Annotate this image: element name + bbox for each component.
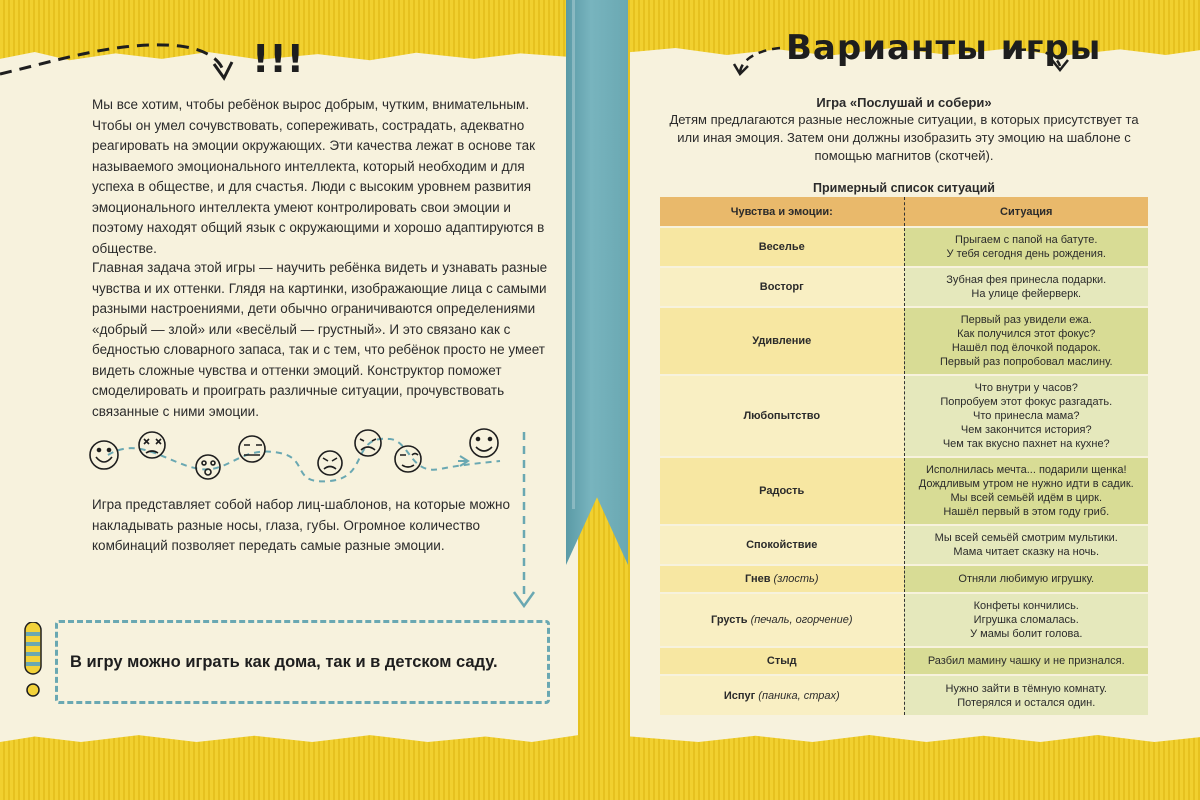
situation-line: Зубная фея принесла подарки. [946, 274, 1107, 286]
situation-line: Чем так вкусно пахнет на кухне? [942, 438, 1110, 450]
dashed-arrow-decoration [0, 10, 320, 90]
situation-line: У мамы болит голова. [970, 628, 1083, 640]
situation-line: Чем закончится история? [960, 424, 1092, 436]
situation-line: Прыгаем с папой на батуте. [955, 234, 1098, 246]
situation-line: Мы всей семьёй смотрим мультики. [934, 532, 1118, 544]
table-row [660, 307, 1148, 375]
situation-line: Попробуем этот фокус разгадать. [940, 396, 1113, 408]
goal-paragraph: Главная задача этой игры — научить ребёнка видеть и узнавать разные чувства и их оттенки. Глядя на картинки, изображающие лица с самыми разными настроениями, дети обычно ограничиваются определениями «добрый — злой» или «весёлый — грустный». И это связано как с бедностью словарного запаса, так и с тем, что ребёнок просто не умеет видеть сложные чувства и оттенки эмоций. Конструктор поможет смоделировать и проиграть различные ситуации, прочувствовать связанные с ними эмоции. [92, 260, 548, 419]
situation-cell [904, 307, 1148, 375]
situation-line: Потерялся и остался один. [957, 696, 1096, 709]
emotion-note: (печаль, огорчение) [747, 614, 853, 626]
emotion-name: Удивление [752, 335, 812, 347]
page-title: Варианты игры [786, 28, 1102, 68]
emotion-cell [660, 267, 904, 307]
table-row [660, 525, 1148, 565]
bookmark-ribbon [566, 0, 628, 565]
emotion-cell [660, 307, 904, 375]
emotion-note: (злость) [770, 573, 819, 585]
situation-line: Игрушка сломалась. [973, 614, 1079, 626]
callout-text: В игру можно играть как дома, так и в детском саду. [70, 652, 498, 671]
emotion-name: Веселье [758, 241, 805, 253]
situation-cell [904, 227, 1148, 267]
table-row [660, 675, 1148, 715]
table-caption: Примерный список ситуаций [813, 181, 995, 195]
emotion-name: Восторг [759, 281, 804, 293]
emotion-name: Спокойствие [746, 539, 818, 551]
header-emotions: Чувства и эмоции: [660, 197, 904, 227]
emotion-cell [660, 647, 904, 675]
game-description: Детям предлагаются разные несложные ситуации, в которых присутствует та или иная эмоция. Затем они должны изобразить эту эмоцию на шаблоне с помощью магнитов (скотчей). [669, 112, 1139, 163]
table-row [660, 565, 1148, 593]
situation-cell [904, 457, 1148, 525]
situation-line: На улице фейерверк. [971, 288, 1082, 300]
emotion-name: Любопытство [743, 410, 821, 422]
emotion-name: Грусть [711, 614, 748, 626]
header-situation: Ситуация [904, 197, 1148, 227]
situation-line: Нужно зайти в тёмную комнату. [945, 682, 1107, 695]
situation-line: Мы всей семьёй идём в цирк. [950, 492, 1103, 504]
emotion-cell [660, 457, 904, 525]
table-row [660, 227, 1148, 267]
emotion-cell [660, 375, 904, 457]
situation-line: Как получился этот фокус? [957, 328, 1096, 340]
dashed-down-arrow [500, 430, 540, 615]
table-row [660, 457, 1148, 525]
exclaim-marks: !!! [252, 37, 304, 81]
emotion-cell [660, 675, 904, 715]
callout-box [55, 620, 550, 704]
situation-line: Нашёл первый в этом году гриб. [943, 506, 1110, 518]
emotion-name: Радость [759, 485, 805, 497]
emotion-note: (паника, страх) [755, 689, 840, 702]
description-paragraph: Игра представляет собой набор лиц-шаблонов, на которые можно накладывать разные носы, глаза, губы. Огромное количество комбинаций позволяет передать самые разные эмоции. [92, 497, 510, 553]
exclamation-icon [22, 622, 46, 702]
situations-table [660, 197, 1148, 715]
emotion-cell [660, 525, 904, 565]
situation-cell [904, 647, 1148, 675]
table-row [660, 647, 1148, 675]
situation-cell [904, 565, 1148, 593]
intro-paragraph: Мы все хотим, чтобы ребёнок вырос добрым, чутким, внимательным. Чтобы он умел сочувствовать, сопереживать, сострадать, адекватно реагировать на эмоции окружающих. Эти качества лежат в основе так называемого эмоционального интеллекта, который необходим и для успеха в обществе, и для счастья. Люди с высоким уровнем развития эмоционального интеллекта умеют контролировать свои эмоции и поэтому находят общий язык с окружающими и хорошо адаптируются в обществе. [92, 97, 545, 256]
situation-line: Отняли любимую игрушку. [958, 573, 1095, 585]
table-row [660, 375, 1148, 457]
situation-line: Первый раз попробовал маслину. [939, 356, 1113, 368]
situation-line: Дождливым утром не нужно идти в садик. [918, 478, 1134, 490]
situation-line: Исполнилась мечта... подарили щенка! [925, 464, 1127, 476]
table-row [660, 593, 1148, 647]
situation-cell [904, 375, 1148, 457]
emotion-cell [660, 593, 904, 647]
situation-cell [904, 593, 1148, 647]
table-row [660, 267, 1148, 307]
situation-line: Нашёл под ёлочкой подарок. [951, 342, 1101, 354]
situation-line: Мама читает сказку на ночь. [953, 546, 1100, 558]
emotion-cell [660, 227, 904, 267]
situation-cell [904, 267, 1148, 307]
emotion-name: Стыд [766, 655, 797, 667]
situation-line: У тебя сегодня день рождения. [946, 248, 1106, 260]
emotion-name: Гнев [744, 573, 771, 585]
situation-cell [904, 525, 1148, 565]
situation-line: Что внутри у часов? [974, 382, 1078, 394]
game-title: Игра «Послушай и собери» [816, 95, 992, 110]
situation-cell [904, 675, 1148, 715]
situation-line: Разбил мамину чашку и не признался. [927, 655, 1125, 667]
situation-line: Что принесла мама? [973, 410, 1080, 422]
situation-line: Конфеты кончились. [973, 600, 1079, 612]
emotion-name: Испуг [723, 689, 756, 702]
situation-line: Первый раз увидели ежа. [960, 314, 1092, 326]
emotion-cell [660, 565, 904, 593]
